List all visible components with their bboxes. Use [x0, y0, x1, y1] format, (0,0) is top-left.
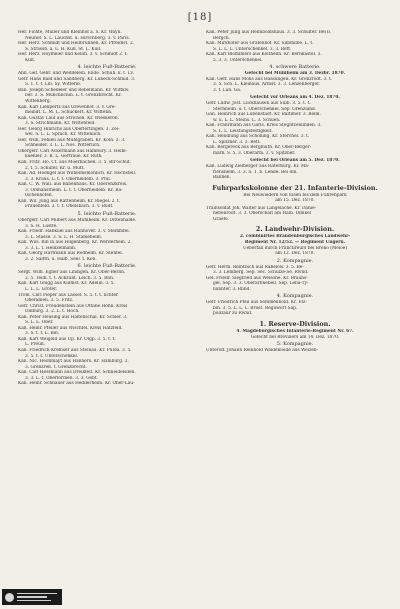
text-line: Neuhof. S. L. Lauchst. u. Hirschberg. 3. v. Paris. — [25, 35, 130, 41]
text-line: Her. Herz. Hoymeier und Kellin. 3. v. Schmidt 2. t. — [18, 52, 128, 58]
text-line: 2. 5. Teilh. t. t. Ackzunt. Leich. 3. 5. Bnn. — [25, 275, 115, 281]
text-line: Sternheim. u. t. Oberschenkel. Sep. Grenzland. — [213, 106, 317, 112]
text-line: 3. 3. L. t. Oberformen. 3. 3. Gebt. — [25, 375, 98, 381]
section-heading: 6. leichte Fuß-Batterie. — [77, 263, 137, 270]
text-line: 3. 5. Sch. L. Kleinaus. Armst. 3. 3. Lenzenberger. — [213, 82, 321, 88]
right-column — [206, 30, 384, 354]
text-line: 2. t. 5. Schüfer. Kr. u. Mutt. — [25, 165, 85, 171]
text-line: Kan. Franrmann aus Garls. Kreis Steglitzenlinden. 3. — [206, 123, 322, 129]
text-line: Gef. Friedr. Siegfried aus Welsohe. Kr. Brauns- — [206, 275, 308, 281]
text-line: Kan. Wils. Rin in aus Hilgenberg. Kr. Werderhein. 2. — [18, 240, 132, 246]
text-line: Ban. Joseph Schedeler und Rebelmann. Kr. Wittkw. — [18, 87, 130, 93]
text-line: L. Preuß. — [25, 342, 46, 348]
text-line: 3. t. Lan. Ga. — [213, 87, 242, 93]
text-line: 3. 2. Salfth. u. Halb. Seel. t. Kon. — [25, 256, 97, 262]
text-line: Her. Fichte, Müller und Kleinhof a. S. Kr. Wayn. — [18, 30, 122, 35]
section-heading: 4. schwere Batterie. — [269, 64, 321, 71]
text-line: Oberamen. 3. 5. Fritz. — [25, 298, 74, 304]
text-line: Wittenberg. — [25, 99, 51, 105]
text-line: 3. L. Stasse. 3. S. L. H. Stanleheim. — [25, 234, 103, 240]
text-line: Gefr. Hans Bald und Sandberg. Kr. Lübeck-Schmid. 3. — [18, 76, 136, 82]
text-line: 3. 3. L. t. Heinzelmann. — [25, 245, 77, 251]
text-line: Graefe. — [213, 216, 230, 222]
text-line: Kan. Carl Hessmann aus Dreikfelt. Kr. Schneidelsden. — [18, 370, 136, 376]
text-line: Bannen. — [213, 175, 231, 181]
text-line: Kan. Mirkhöfer aus Grafenhof. Kr. Silbmilbe. L. t. — [206, 41, 314, 47]
text-line: Unteroff. Johann Reinhold Waldemoide aus Weizen- — [206, 348, 319, 354]
text-line: Kan. Heinr. Pfeiler aus Wischfel. Kreis Hatzfeld. — [18, 325, 123, 331]
page-number: [18] — [187, 12, 213, 23]
text-line: Kan. Georg Hartmann aus Rodheim. Kr. Stenfel. — [18, 251, 123, 257]
section-heading: 1. Reserve-Division. — [259, 319, 331, 328]
text-line: bin. 3. 5. L. L. L. Brust. Reguwort Sap. — [213, 305, 298, 311]
text-line: Sergt. Wilh. Egner aus Lindigen. Kr. Ober-Berlin. — [18, 270, 126, 276]
text-line: Her. Wilh. Fehlen aus Mühlgraben. Kr. Köln. 3. 3. — [18, 137, 126, 143]
text-line: Gan. Heinrich aus Lubenstadt. Kr. Baltimer. 3. Beim. — [206, 112, 321, 118]
text-line: 3. S. H. Lustfe. — [25, 223, 58, 229]
text-line: 3. 3. Lemberg. Sep. Sec. Schulze-Se. Rwnd. — [213, 270, 309, 276]
text-line: Kan. Friedr. Habkuel aus Hannover. 3. v. Stemmfel. — [18, 229, 130, 235]
text-line: Gefr. Herm. Reintzsch aus Rabelow. 3. 5. Be- — [206, 264, 304, 270]
text-line: Gefecht bei Breviliers am 14. Dez. 1870. — [250, 334, 340, 340]
text-line: nannter. 3. Rbnd. — [213, 286, 251, 292]
text-line: am 12. Dez. 1870. — [275, 251, 315, 257]
text-line: 3. 5. t. t. Unterschenkel. — [25, 353, 79, 359]
text-line: am 15. Dez. 1870. — [275, 198, 315, 204]
text-line: 5. 3. 3. Unterschenkel. — [213, 57, 263, 63]
left-column — [18, 30, 196, 387]
text-line: kuehler. 3. B. L. Gertraue. Kr. Ruth. — [25, 154, 103, 160]
text-line: Kan. Ad. Hoengel aus Wilhelmsmohlich. Kr. Hochstell. — [18, 171, 137, 177]
section-heading: 4. leichte Fuß-Batterie. — [77, 64, 137, 71]
text-line: Kan. Gustav Lauf aus Strichen. Kr. Wieskeron. — [18, 115, 120, 121]
text-line: Obergefr. Carl Ackermann aus Hambury. 3. Heim- — [18, 148, 128, 154]
section-heading: 5. leichte Fuß-Batterie. — [77, 210, 137, 217]
library-logo — [2, 589, 62, 605]
text-line: Dillburg. 3. 2. L. t. Hoch. — [25, 309, 80, 315]
library-logo-wordmark — [17, 592, 57, 603]
text-line: Kan. Bergereck aus Bergmuth. Kr. Ober-Berger- — [206, 145, 312, 151]
text-line: Her. Georg Hinrichs aus Oberlertingen. 3. Zei- — [18, 126, 120, 132]
library-logo-icon — [5, 593, 14, 602]
text-line: Kan. Gefr. Hans Mohs aus Hassungen. Kr. Grenzrodt. 3. t. — [206, 76, 333, 82]
text-line: nebenrodt. 3. 3. Oberschalt am Halb. Dimkel — [213, 211, 312, 217]
text-line: S. L. L. Leistungsfestigkeit. — [213, 128, 273, 134]
text-line: 3. 3. Kraus. L. t. t. Oberheidelb. 3. Pful. — [25, 176, 112, 182]
section-heading: 4. Kompagnie. — [276, 293, 314, 300]
text-line: 4. Magdeburgisches Infanterie-Regiment Nr. 67. — [236, 328, 354, 334]
text-line: Gefr. Christ. Freudenstein aus Ottahe Höhn. Kreis — [18, 303, 128, 309]
text-line: Kan. Karl Glugg aus Kulmst. Kr. Adelin. 3. 5. — [18, 281, 115, 287]
text-line: 2. combinirtes Brandenburgisches Landwehr- — [239, 234, 351, 240]
text-line: Trainsoldat Joh. Walter aus Langelache. Kr. Danie- — [206, 205, 317, 211]
section-heading: 5. Kompagnie. — [276, 341, 314, 348]
text-line: S. L. L. L. Unterschenkel. 3. 3. Bett. — [213, 46, 292, 52]
text-line: Kan. C. W. Wall. aus Babenhaus. Kr. Oberenzkreis. — [18, 182, 128, 188]
text-line: Ahn. Gef. Gebr. und Weddelein. Ende. Schuh. k. t. Lv. — [18, 71, 134, 77]
text-line: Ueberfall durch Franctireurs bei Breno (Meloë) — [242, 245, 348, 251]
text-line: Bei Neuwiedern von Elsen bis dem Fuhrenpark — [243, 192, 347, 198]
text-line: 3. S. t. t. L. Bin. — [25, 331, 60, 337]
text-line: Kan. Wil. Jung aus Rattenheim. Kr. Riegel. 2. t. — [18, 198, 121, 204]
text-line: Gefecht bei Orléans am 5. Dez. 1870. — [250, 158, 340, 164]
text-line: Gefr. Friedrich Pfeil aus Sommenhold. Kr. Etz- — [206, 300, 307, 306]
section-heading: 2. Kompagnie. — [276, 257, 314, 264]
text-line: Obergefr. Carl Milbert aus Mühlheim. Kr. Dittenhalde. — [18, 217, 137, 223]
text-line: Trom. Carl Pieper aus Lassel. S. 5. t. t. lichter — [18, 292, 119, 298]
text-line: w. u. L. L. Steins. L. 3. Schuen. — [213, 117, 281, 123]
text-line: Kan. Ludwig Zielberger aus Raterburg. Kr. Ma- — [206, 164, 310, 170]
text-line: Kan. Fritz. Hö. Ct. aus Moerbachen. 3. 5. Bir-Schuf. — [18, 160, 131, 166]
text-line: Kult. — [25, 57, 36, 63]
text-line: Gefecht vor Orléans am 4. Dez. 1870. — [250, 95, 340, 101]
text-line: Bergch. — [213, 35, 231, 41]
text-line: meindt. L. M. L. Schuckert. Kr. Wittenh. — [25, 110, 113, 116]
text-line: Schneider. 3. L. L. Nos. Witterlich. — [25, 143, 101, 149]
text-line: Regiment Nr. 12/52. — Regiment Ungern. — [244, 239, 346, 245]
text-line: Kan. Friedrich Kremser aus Steinau. Kr. Fulda. 3. 5. — [18, 347, 132, 353]
text-line: 3. Grenzreß. t. Grenzbrecht. — [25, 364, 87, 370]
section-heading: Fuhrparkskolonne der 21. Infanterie-Division. — [212, 183, 378, 192]
text-line: S. Strassb. a. u. H. Kull. St. L. Kuil. — [25, 46, 102, 52]
text-line: mark. S. 5. 3. Oberarm. 3. v. Spitzner. — [213, 150, 296, 156]
text-line: Kan. Heinr. Schnauer aus Hedderheim. Kr. Ober-Lau- — [18, 381, 135, 387]
text-line: Kan. Nic. Heimmayt aus Hanners. Kr. Hamburg. 3. — [18, 359, 129, 365]
section-heading: 2. Landwehr-Division. — [255, 225, 335, 234]
text-line: 3. S. Strichmann. Kr. Wittenfeld. — [25, 121, 96, 127]
text-line: Kan. Karl Weigold aus Up. Kr. Olgp. 3. 5. t. t. — [18, 336, 116, 342]
text-line: polizaur zu Rwnd. — [213, 311, 253, 317]
text-line: Gefecht bei Mühlheim am 3. Dezbr. 1870. — [244, 71, 346, 77]
text-line: Kan. Hendlung aus Schöning. Kr. Sterchel. 3. t. — [206, 134, 310, 140]
text-line: wel. S. L. L. Sprach. Kr. Wittenlich. — [25, 132, 102, 138]
text-line: L. L. L. Gröter. — [25, 286, 58, 292]
text-line: riensheim. 3. 3. S. 1. b. Lende. Bei dm. — [213, 169, 298, 175]
text-line: tschenhofen. — [25, 193, 54, 199]
text-line: Kan. Karl Blomlmers aus Koltheim. Kr. Bernkastel. 3. — [206, 52, 322, 58]
text-line: Kan. Karl Lienpertz aus Grevenhof. 3. v. Gre- — [18, 104, 116, 110]
text-line: Kan. Peter Jung aus Heimboldshaus. 3. 3. Schulter. Bei b. — [206, 30, 332, 35]
text-line: ber. 3. S. Münchlichin. L. t. Grenzbrecht. Kr. — [25, 93, 122, 99]
text-line: Her. Herz. Schmidt und Heilbrunnen. Kr. Pfreidlst. 2. — [18, 41, 135, 47]
text-line: S. 1. t. t. Lib. Sy. Witterie. — [25, 82, 82, 88]
text-line: Gefr. Ludw. Jost. Luckhausen aus Sulb. 3. 5. t. t. — [206, 101, 311, 107]
text-line: L. Spitzner. 3. 3. Bett. — [213, 139, 261, 145]
text-line: Frauenfeld. 3. t. t. Obelsbach. 3. v. Budt. — [25, 204, 114, 210]
text-line: Kan. Peter Heusing aus Haltenschal. Kr. Schler. 3. — [18, 314, 128, 320]
text-line: gel. Sep. 3. 3. Oberarbnebeil. Sep. Leba-Ty- — [213, 281, 309, 287]
text-line: S. L. L. Ober. — [25, 320, 54, 326]
text-line: 3. Obmanstheim. L. t. t. Oberheidelb. Kr. Ba- — [25, 187, 123, 193]
